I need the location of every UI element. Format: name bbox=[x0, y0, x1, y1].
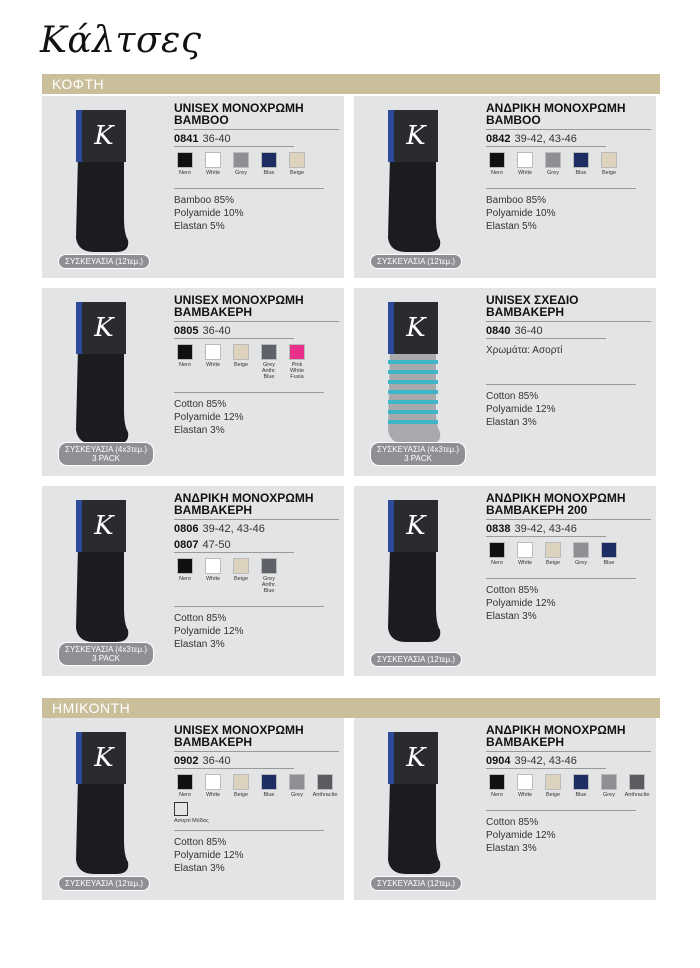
product-code-line bbox=[174, 522, 339, 536]
pack-badge bbox=[58, 876, 150, 891]
product-card[interactable] bbox=[42, 288, 344, 476]
color-swatch-label: Blue bbox=[575, 792, 587, 798]
color-swatch[interactable] bbox=[570, 542, 592, 566]
color-swatch[interactable] bbox=[230, 152, 252, 176]
material-line: Cotton 85% bbox=[486, 391, 539, 402]
color-swatches bbox=[486, 774, 651, 798]
color-swatch-box bbox=[629, 774, 645, 790]
color-swatch-box bbox=[261, 344, 277, 360]
section-header-imikonti: ΗΜΙΚΟΝΤΗ bbox=[42, 698, 660, 718]
color-swatch[interactable] bbox=[542, 542, 564, 566]
color-swatch[interactable] bbox=[598, 542, 620, 566]
divider bbox=[174, 338, 294, 339]
color-swatch[interactable] bbox=[314, 774, 336, 798]
sock-product-image bbox=[382, 106, 444, 256]
color-swatch[interactable] bbox=[174, 558, 196, 594]
pack-label: ΣΥΣΚΕΥΑΣΙΑ (12τεμ.) bbox=[65, 879, 144, 888]
color-swatch-box bbox=[177, 774, 193, 790]
color-swatch[interactable] bbox=[202, 774, 224, 798]
color-swatch[interactable] bbox=[202, 152, 224, 176]
pack-badge bbox=[370, 442, 466, 466]
color-swatch-box bbox=[601, 152, 617, 168]
color-swatch-box bbox=[205, 558, 221, 574]
color-swatch-label: White bbox=[205, 792, 221, 798]
sock-product-image bbox=[382, 728, 444, 878]
materials bbox=[486, 584, 651, 623]
color-swatch-label: Blue bbox=[263, 792, 275, 798]
pack-label: ΣΥΣΚΕΥΑΣΙΑ (12τεμ.) bbox=[65, 257, 144, 266]
color-swatch-label: Beige bbox=[601, 170, 617, 176]
color-swatch-label: Grey Anthr. Blue bbox=[261, 362, 277, 380]
product-sizes: 39-42, 43-46 bbox=[514, 133, 577, 145]
pack-count: 3 PACK bbox=[92, 654, 120, 663]
color-swatch-box bbox=[517, 152, 533, 168]
color-swatch-label: Beige bbox=[545, 792, 561, 798]
color-swatch-label: Grey bbox=[235, 170, 247, 176]
svg-text:K: K bbox=[406, 743, 426, 773]
color-swatch-label: White bbox=[517, 792, 533, 798]
product-card[interactable] bbox=[42, 718, 344, 900]
sock-product-image bbox=[382, 298, 444, 448]
pack-badge bbox=[58, 642, 154, 666]
color-swatch-box bbox=[261, 774, 277, 790]
color-swatch[interactable] bbox=[174, 344, 196, 380]
color-swatch-box bbox=[205, 344, 221, 360]
color-swatch-label: Nero bbox=[491, 792, 503, 798]
product-code: 0838 bbox=[486, 523, 511, 535]
color-swatch[interactable] bbox=[514, 152, 536, 176]
color-swatch-label: White bbox=[205, 170, 221, 176]
assorted-swatch[interactable] bbox=[174, 802, 224, 824]
material-line: Cotton 85% bbox=[174, 399, 227, 410]
color-swatch-box bbox=[261, 558, 277, 574]
svg-text:K: K bbox=[94, 743, 114, 773]
color-swatch-box bbox=[517, 774, 533, 790]
pack-count: 3 PACK bbox=[92, 454, 120, 463]
color-swatch-label: Grey bbox=[603, 792, 615, 798]
divider bbox=[174, 188, 324, 189]
materials bbox=[486, 194, 651, 233]
product-title: UNISEX ΜΟΝΟΧΡΩΜΗ ΒΑΜΒΑΚΕΡΗ bbox=[174, 294, 339, 322]
pack-label: ΣΥΣΚΕΥΑΣΙΑ (12τεμ.) bbox=[377, 655, 456, 664]
materials bbox=[486, 390, 651, 429]
product-sizes: 39-42, 43-46 bbox=[202, 523, 265, 535]
pack-count: 3 PACK bbox=[404, 454, 432, 463]
color-swatch-label: Beige bbox=[545, 560, 561, 566]
color-swatch[interactable] bbox=[258, 344, 280, 380]
material-line: Polyamide 10% bbox=[174, 208, 244, 219]
color-swatch-box bbox=[489, 542, 505, 558]
color-swatch[interactable] bbox=[258, 774, 280, 798]
material-line: Bamboo 85% bbox=[486, 195, 547, 206]
color-swatch[interactable] bbox=[514, 542, 536, 566]
color-swatch-label: Beige bbox=[233, 792, 249, 798]
color-swatch[interactable] bbox=[626, 774, 648, 798]
color-swatches bbox=[174, 558, 339, 594]
product-code: 0904 bbox=[486, 755, 511, 767]
material-line: Polyamide 10% bbox=[486, 208, 556, 219]
divider bbox=[486, 338, 606, 339]
color-swatch-box bbox=[205, 774, 221, 790]
color-swatch[interactable] bbox=[570, 152, 592, 176]
color-swatch-label: Beige bbox=[233, 576, 249, 582]
color-swatch-label: Blue bbox=[603, 560, 615, 566]
color-swatch-box bbox=[233, 558, 249, 574]
divider bbox=[486, 188, 636, 189]
pack-badge bbox=[370, 254, 462, 269]
product-info bbox=[174, 102, 339, 233]
material-line: Cotton 85% bbox=[486, 585, 539, 596]
product-card[interactable] bbox=[354, 718, 656, 900]
sock-product-image bbox=[382, 496, 444, 646]
material-line: Elastan 5% bbox=[486, 221, 537, 232]
color-swatch-box bbox=[489, 152, 505, 168]
product-sizes: 36-40 bbox=[202, 325, 231, 337]
product-title: UNISEX ΣΧΕΔΙΟ ΒΑΜΒΑΚΕΡΗ bbox=[486, 294, 651, 322]
product-title: ΑΝΔΡΙΚΗ ΜΟΝΟΧΡΩΜΗ ΒΑΜΒΑΚΕΡΗ bbox=[486, 724, 651, 752]
color-swatch[interactable] bbox=[598, 774, 620, 798]
divider bbox=[486, 384, 636, 385]
color-swatches bbox=[174, 774, 339, 798]
color-swatch-label: Nero bbox=[491, 170, 503, 176]
color-swatch-label: Beige bbox=[289, 170, 305, 176]
color-swatches bbox=[174, 344, 339, 380]
color-swatch-label: White bbox=[205, 576, 221, 582]
product-sizes: 39-42, 43-46 bbox=[514, 755, 577, 767]
material-line: Elastan 3% bbox=[486, 611, 537, 622]
product-code-line bbox=[174, 132, 339, 146]
pack-label: ΣΥΣΚΕΥΑΣΙΑ (4x3τεμ.) bbox=[65, 645, 148, 654]
product-code: 0840 bbox=[486, 325, 511, 337]
product-card[interactable] bbox=[354, 96, 656, 278]
color-swatch[interactable] bbox=[202, 344, 224, 380]
pack-label: ΣΥΣΚΕΥΑΣΙΑ (12τεμ.) bbox=[377, 879, 456, 888]
color-swatch-box bbox=[545, 542, 561, 558]
product-card[interactable] bbox=[42, 96, 344, 278]
product-code: 0841 bbox=[174, 133, 199, 145]
color-swatch-box bbox=[489, 774, 505, 790]
material-line: Polyamide 12% bbox=[486, 830, 556, 841]
sock-product-image bbox=[70, 728, 132, 878]
product-code-line bbox=[174, 754, 339, 768]
material-line: Elastan 3% bbox=[174, 863, 225, 874]
pack-badge bbox=[58, 442, 154, 466]
product-sizes: 39-42, 43-46 bbox=[514, 523, 577, 535]
product-title: ΑΝΔΡΙΚΗ ΜΟΝΟΧΡΩΜΗ ΒΑΜΒΑΚΕΡΗ 200 bbox=[486, 492, 651, 520]
svg-text:K: K bbox=[406, 121, 426, 151]
sock-product-image bbox=[70, 106, 132, 256]
color-swatch-label: Grey Anthr. Blue bbox=[261, 576, 277, 594]
color-swatch-box bbox=[177, 344, 193, 360]
product-code: 0805 bbox=[174, 325, 199, 337]
divider bbox=[174, 392, 324, 393]
pack-badge bbox=[370, 876, 462, 891]
product-title: ΑΝΔΡΙΚΗ ΜΟΝΟΧΡΩΜΗ BAMBOO bbox=[486, 102, 651, 130]
product-info bbox=[174, 294, 339, 437]
color-swatch-label: Nero bbox=[491, 560, 503, 566]
product-title: UNISEX ΜΟΝΟΧΡΩΜΗ ΒΑΜΒΑΚΕΡΗ bbox=[174, 724, 339, 752]
material-line: Polyamide 12% bbox=[486, 404, 556, 415]
colors-text: Χρωμάτα: Ασορτί bbox=[486, 345, 563, 356]
color-swatch-label: Grey bbox=[547, 170, 559, 176]
product-code-line bbox=[174, 324, 339, 338]
materials bbox=[174, 398, 339, 437]
color-swatch-label: White bbox=[517, 560, 533, 566]
product-sizes: 47-50 bbox=[202, 539, 231, 551]
color-swatch-label: Blue bbox=[575, 170, 587, 176]
color-swatches bbox=[486, 152, 651, 176]
color-swatch[interactable] bbox=[230, 774, 252, 798]
color-swatch-box bbox=[545, 152, 561, 168]
product-info bbox=[174, 492, 339, 651]
assorted-swatch-box bbox=[174, 802, 188, 816]
color-swatch-box bbox=[261, 152, 277, 168]
product-title: UNISEX ΜΟΝΟΧΡΩΜΗ BAMBOO bbox=[174, 102, 339, 130]
color-swatch[interactable] bbox=[542, 152, 564, 176]
material-line: Polyamide 12% bbox=[174, 626, 244, 637]
product-card[interactable] bbox=[354, 288, 656, 476]
product-code-line bbox=[486, 132, 651, 146]
color-swatch-box bbox=[233, 344, 249, 360]
color-swatch-box bbox=[517, 542, 533, 558]
pack-badge bbox=[370, 652, 462, 667]
divider bbox=[486, 146, 606, 147]
material-line: Cotton 85% bbox=[486, 817, 539, 828]
svg-text:K: K bbox=[94, 121, 114, 151]
product-card[interactable] bbox=[42, 486, 344, 676]
divider bbox=[174, 146, 294, 147]
material-line: Elastan 3% bbox=[486, 843, 537, 854]
color-swatch-label: Nero bbox=[179, 576, 191, 582]
color-swatch-label: Nero bbox=[179, 362, 191, 368]
color-swatch[interactable] bbox=[598, 152, 620, 176]
color-swatch-label: Blue bbox=[263, 170, 275, 176]
color-swatch-box bbox=[317, 774, 333, 790]
color-swatch-box bbox=[573, 774, 589, 790]
divider bbox=[486, 578, 636, 579]
color-swatch-box bbox=[233, 152, 249, 168]
color-swatch-label: White bbox=[205, 362, 221, 368]
product-sizes: 36-40 bbox=[202, 133, 231, 145]
color-swatch-label: Anthracite bbox=[312, 792, 338, 798]
color-swatch[interactable] bbox=[286, 774, 308, 798]
color-swatch-label: Nero bbox=[179, 792, 191, 798]
product-code: 0902 bbox=[174, 755, 199, 767]
color-swatch[interactable] bbox=[486, 774, 508, 798]
material-line: Elastan 3% bbox=[174, 639, 225, 650]
color-swatch-box bbox=[177, 152, 193, 168]
material-line: Elastan 3% bbox=[486, 417, 537, 428]
product-code-line bbox=[486, 324, 651, 338]
product-code-line bbox=[486, 522, 651, 536]
divider bbox=[174, 830, 324, 831]
product-info bbox=[486, 294, 651, 429]
color-swatch[interactable] bbox=[286, 152, 308, 176]
color-swatch-box bbox=[289, 152, 305, 168]
material-line: Polyamide 12% bbox=[486, 598, 556, 609]
product-code: 0806 bbox=[174, 523, 199, 535]
materials bbox=[486, 816, 651, 855]
color-swatch-box bbox=[205, 152, 221, 168]
color-swatch-box bbox=[601, 774, 617, 790]
color-swatch-box bbox=[289, 774, 305, 790]
color-swatch[interactable] bbox=[286, 344, 308, 380]
divider bbox=[486, 536, 606, 537]
color-swatch-label: Beige bbox=[233, 362, 249, 368]
material-line: Elastan 5% bbox=[174, 221, 225, 232]
divider bbox=[174, 552, 294, 553]
product-info bbox=[174, 724, 339, 875]
color-swatch-label: Pink White Fuxia bbox=[289, 362, 305, 380]
color-swatch[interactable] bbox=[202, 558, 224, 594]
product-code: 0842 bbox=[486, 133, 511, 145]
color-swatch[interactable] bbox=[514, 774, 536, 798]
assorted-swatch-label: Ασορτί Μόδας bbox=[174, 818, 209, 824]
color-swatch-box bbox=[177, 558, 193, 574]
product-sizes: 36-40 bbox=[202, 755, 231, 767]
material-line: Bamboo 85% bbox=[174, 195, 235, 206]
product-title: ΑΝΔΡΙΚΗ ΜΟΝΟΧΡΩΜΗ ΒΑΜΒΑΚΕΡΗ bbox=[174, 492, 339, 520]
color-swatch-box bbox=[601, 542, 617, 558]
color-swatch[interactable] bbox=[230, 558, 252, 594]
color-swatch[interactable] bbox=[486, 152, 508, 176]
svg-text:K: K bbox=[406, 313, 426, 343]
color-swatch[interactable] bbox=[258, 558, 280, 594]
svg-text:K: K bbox=[94, 313, 114, 343]
sock-product-image bbox=[70, 298, 132, 448]
product-sizes: 36-40 bbox=[514, 325, 543, 337]
color-swatch-box bbox=[233, 774, 249, 790]
material-line: Polyamide 12% bbox=[174, 412, 244, 423]
color-swatch[interactable] bbox=[542, 774, 564, 798]
pack-label: ΣΥΣΚΕΥΑΣΙΑ (4x3τεμ.) bbox=[65, 445, 148, 454]
material-line: Cotton 85% bbox=[174, 613, 227, 624]
product-info bbox=[486, 102, 651, 233]
divider bbox=[486, 768, 606, 769]
color-swatches bbox=[174, 152, 339, 176]
divider bbox=[174, 606, 324, 607]
product-code-line bbox=[486, 754, 651, 768]
material-line: Cotton 85% bbox=[174, 837, 227, 848]
color-swatch-label: Grey bbox=[291, 792, 303, 798]
color-swatch-box bbox=[573, 542, 589, 558]
color-swatch-box bbox=[573, 152, 589, 168]
svg-text:K: K bbox=[94, 511, 114, 541]
color-swatch-label: Anthracite bbox=[624, 792, 650, 798]
svg-text:K: K bbox=[406, 511, 426, 541]
color-swatch[interactable] bbox=[174, 152, 196, 176]
material-line: Elastan 3% bbox=[174, 425, 225, 436]
pack-label: ΣΥΣΚΕΥΑΣΙΑ (12τεμ.) bbox=[377, 257, 456, 266]
material-line: Polyamide 12% bbox=[174, 850, 244, 861]
materials bbox=[174, 194, 339, 233]
color-swatch[interactable] bbox=[174, 774, 196, 798]
divider bbox=[486, 810, 636, 811]
product-code: 0807 bbox=[174, 539, 199, 551]
color-swatch-box bbox=[545, 774, 561, 790]
color-swatch-label: Grey bbox=[575, 560, 587, 566]
pack-badge bbox=[58, 254, 150, 269]
product-card[interactable] bbox=[354, 486, 656, 676]
color-swatch-box bbox=[289, 344, 305, 360]
page-title: Κάλτσες bbox=[40, 20, 202, 61]
product-info bbox=[486, 724, 651, 855]
color-swatch-label: White bbox=[517, 170, 533, 176]
color-swatch[interactable] bbox=[570, 774, 592, 798]
divider bbox=[174, 768, 294, 769]
pack-label: ΣΥΣΚΕΥΑΣΙΑ (4x3τεμ.) bbox=[377, 445, 460, 454]
color-swatch[interactable] bbox=[486, 542, 508, 566]
color-swatch-label: Nero bbox=[179, 170, 191, 176]
product-info bbox=[486, 492, 651, 623]
product-code-line bbox=[174, 538, 339, 552]
section-header-kofti: ΚΟΦΤΗ bbox=[42, 74, 660, 94]
color-swatch[interactable] bbox=[230, 344, 252, 380]
materials bbox=[174, 612, 339, 651]
sock-product-image bbox=[70, 496, 132, 646]
materials bbox=[174, 836, 339, 875]
color-swatches bbox=[486, 542, 651, 566]
color-swatch[interactable] bbox=[258, 152, 280, 176]
